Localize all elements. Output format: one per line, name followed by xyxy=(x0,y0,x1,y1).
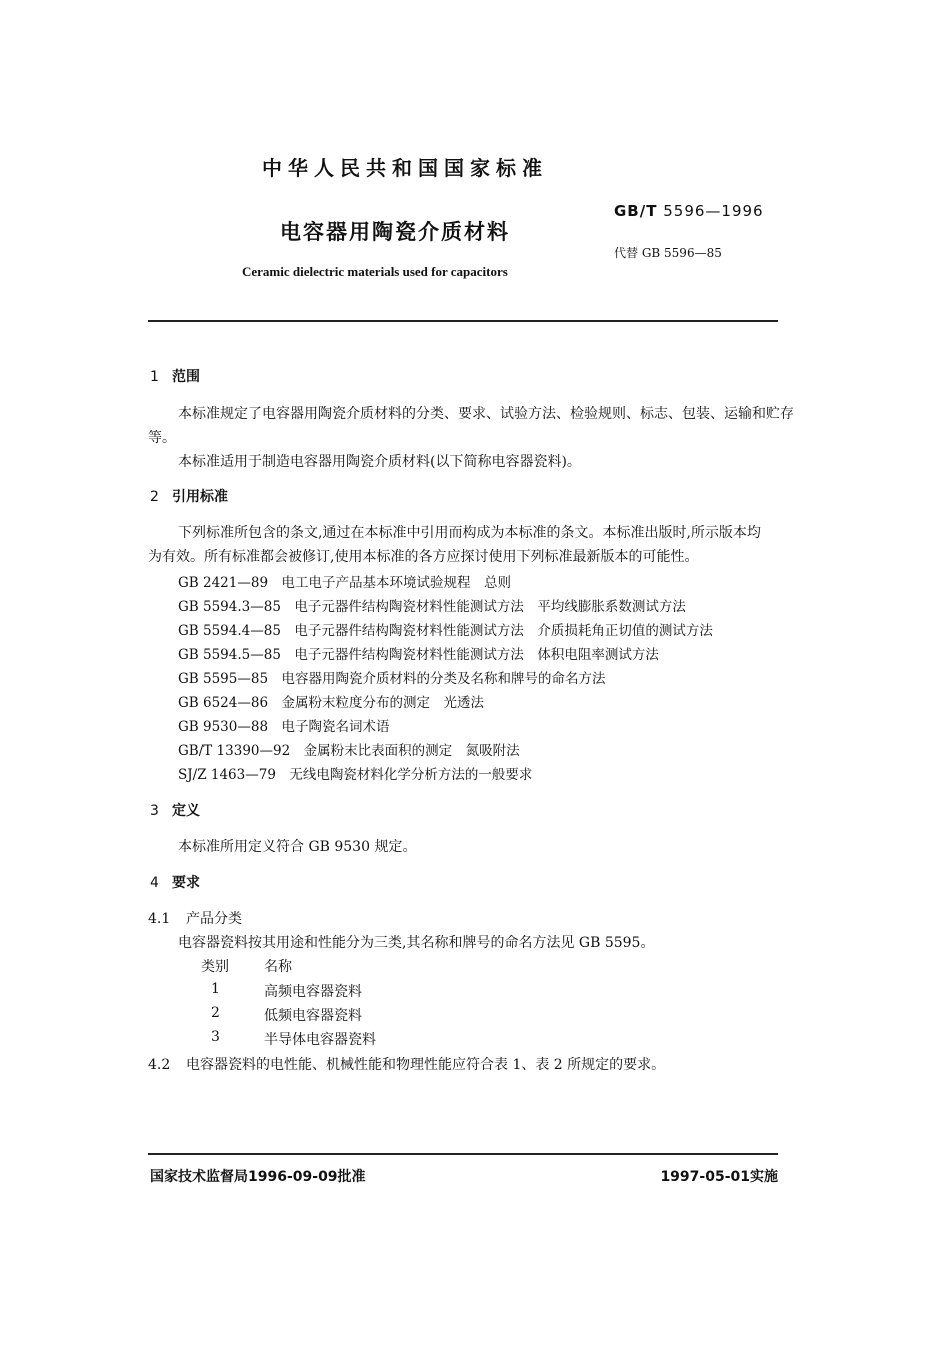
subsection-4-1-text: 电容器瓷料按其用途和性能分为三类,其名称和牌号的命名方法见 GB 5595。 xyxy=(178,935,655,951)
subsection-4-2 xyxy=(148,1054,665,1074)
reference-item: GB 5594.3—85 电子元器件结构陶瓷材料性能测试方法 平均线膨胀系数测试方法 xyxy=(178,599,686,615)
header-divider xyxy=(148,320,778,322)
section-1-paragraph-2: 本标准适用于制造电容器用陶瓷介质材料(以下简称电容器瓷料)。 xyxy=(178,454,581,470)
section-1-paragraph-1-line-1: 本标准规定了电容器用陶瓷介质材料的分类、要求、试验方法、检验规则、标志、包装、运输和贮存 xyxy=(178,406,794,422)
section-number: 2 xyxy=(150,489,159,505)
class-id: 2 xyxy=(211,1005,220,1021)
reference-item: GB 9530—88 电子陶瓷名词术语 xyxy=(178,719,390,735)
class-column-header: 类别 xyxy=(201,959,229,975)
document-title: 电容器用陶瓷介质材料 xyxy=(280,220,510,244)
subsection-number: 4.2 xyxy=(148,1057,171,1073)
section-2-paragraph-line-1: 下列标准所包含的条文,通过在本标准中引用而构成为本标准的条文。本标准出版时,所示版本均 xyxy=(178,525,761,541)
reference-item: GB 6524—86 金属粉末粒度分布的测定 光透法 xyxy=(178,695,485,711)
footer-divider xyxy=(148,1153,778,1155)
section-1-heading xyxy=(150,366,200,386)
class-id: 3 xyxy=(211,1029,220,1045)
class-name: 高频电容器瓷料 xyxy=(264,984,362,1000)
subsection-text: 电容器瓷料的电性能、机械性能和物理性能应符合表 1、表 2 所规定的要求。 xyxy=(186,1057,666,1073)
section-2-heading xyxy=(150,486,228,506)
subsection-title: 产品分类 xyxy=(186,911,242,927)
standard-number: 5596—1996 xyxy=(663,202,764,220)
reference-item: GB 5595—85 电容器用陶瓷介质材料的分类及名称和牌号的命名方法 xyxy=(178,671,606,687)
subsection-number: 4.1 xyxy=(148,911,171,927)
section-3-paragraph: 本标准所用定义符合 GB 9530 规定。 xyxy=(178,839,417,855)
subsection-4-1-heading xyxy=(148,908,242,928)
class-name: 半导体电容器瓷料 xyxy=(264,1032,376,1048)
section-title: 定义 xyxy=(172,803,200,819)
reference-item: GB 5594.4—85 电子元器件结构陶瓷材料性能测试方法 介质损耗角正切值的测试方法 xyxy=(178,623,713,639)
section-title: 要求 xyxy=(172,875,200,891)
reference-item: GB 2421—89 电工电子产品基本环境试验规程 总则 xyxy=(178,575,512,591)
approval-date: 国家技术监督局1996-09-09批准 xyxy=(150,1169,366,1185)
reference-item: GB 5594.5—85 电子元器件结构陶瓷材料性能测试方法 体积电阻率测试方法 xyxy=(178,647,659,663)
section-1-paragraph-1-line-2: 等。 xyxy=(148,430,176,446)
name-column-header: 名称 xyxy=(264,959,292,975)
standard-prefix: GB/T xyxy=(614,202,658,220)
section-number: 1 xyxy=(150,369,159,385)
english-title: Ceramic dielectric materials used for capacitors xyxy=(242,264,508,279)
reference-item: SJ/Z 1463—79 无线电陶瓷材料化学分析方法的一般要求 xyxy=(178,767,533,783)
standard-code xyxy=(614,202,764,220)
section-number: 4 xyxy=(150,875,159,891)
section-4-heading xyxy=(150,872,200,892)
section-2-paragraph-line-2: 为有效。所有标准都会被修订,使用本标准的各方应探讨使用下列标准最新版本的可能性。 xyxy=(148,549,699,565)
section-3-heading xyxy=(150,800,200,820)
class-name: 低频电容器瓷料 xyxy=(264,1008,362,1024)
effective-date: 1997-05-01实施 xyxy=(660,1169,778,1185)
reference-item: GB/T 13390—92 金属粉末比表面积的测定 氮吸附法 xyxy=(178,743,520,759)
section-title: 范围 xyxy=(172,369,200,385)
class-id: 1 xyxy=(211,981,220,997)
replaces-standard: 代替 GB 5596—85 xyxy=(614,246,722,260)
national-standard-title: 中华人民共和国国家标准 xyxy=(262,156,548,180)
section-title: 引用标准 xyxy=(172,489,228,505)
section-number: 3 xyxy=(150,803,159,819)
